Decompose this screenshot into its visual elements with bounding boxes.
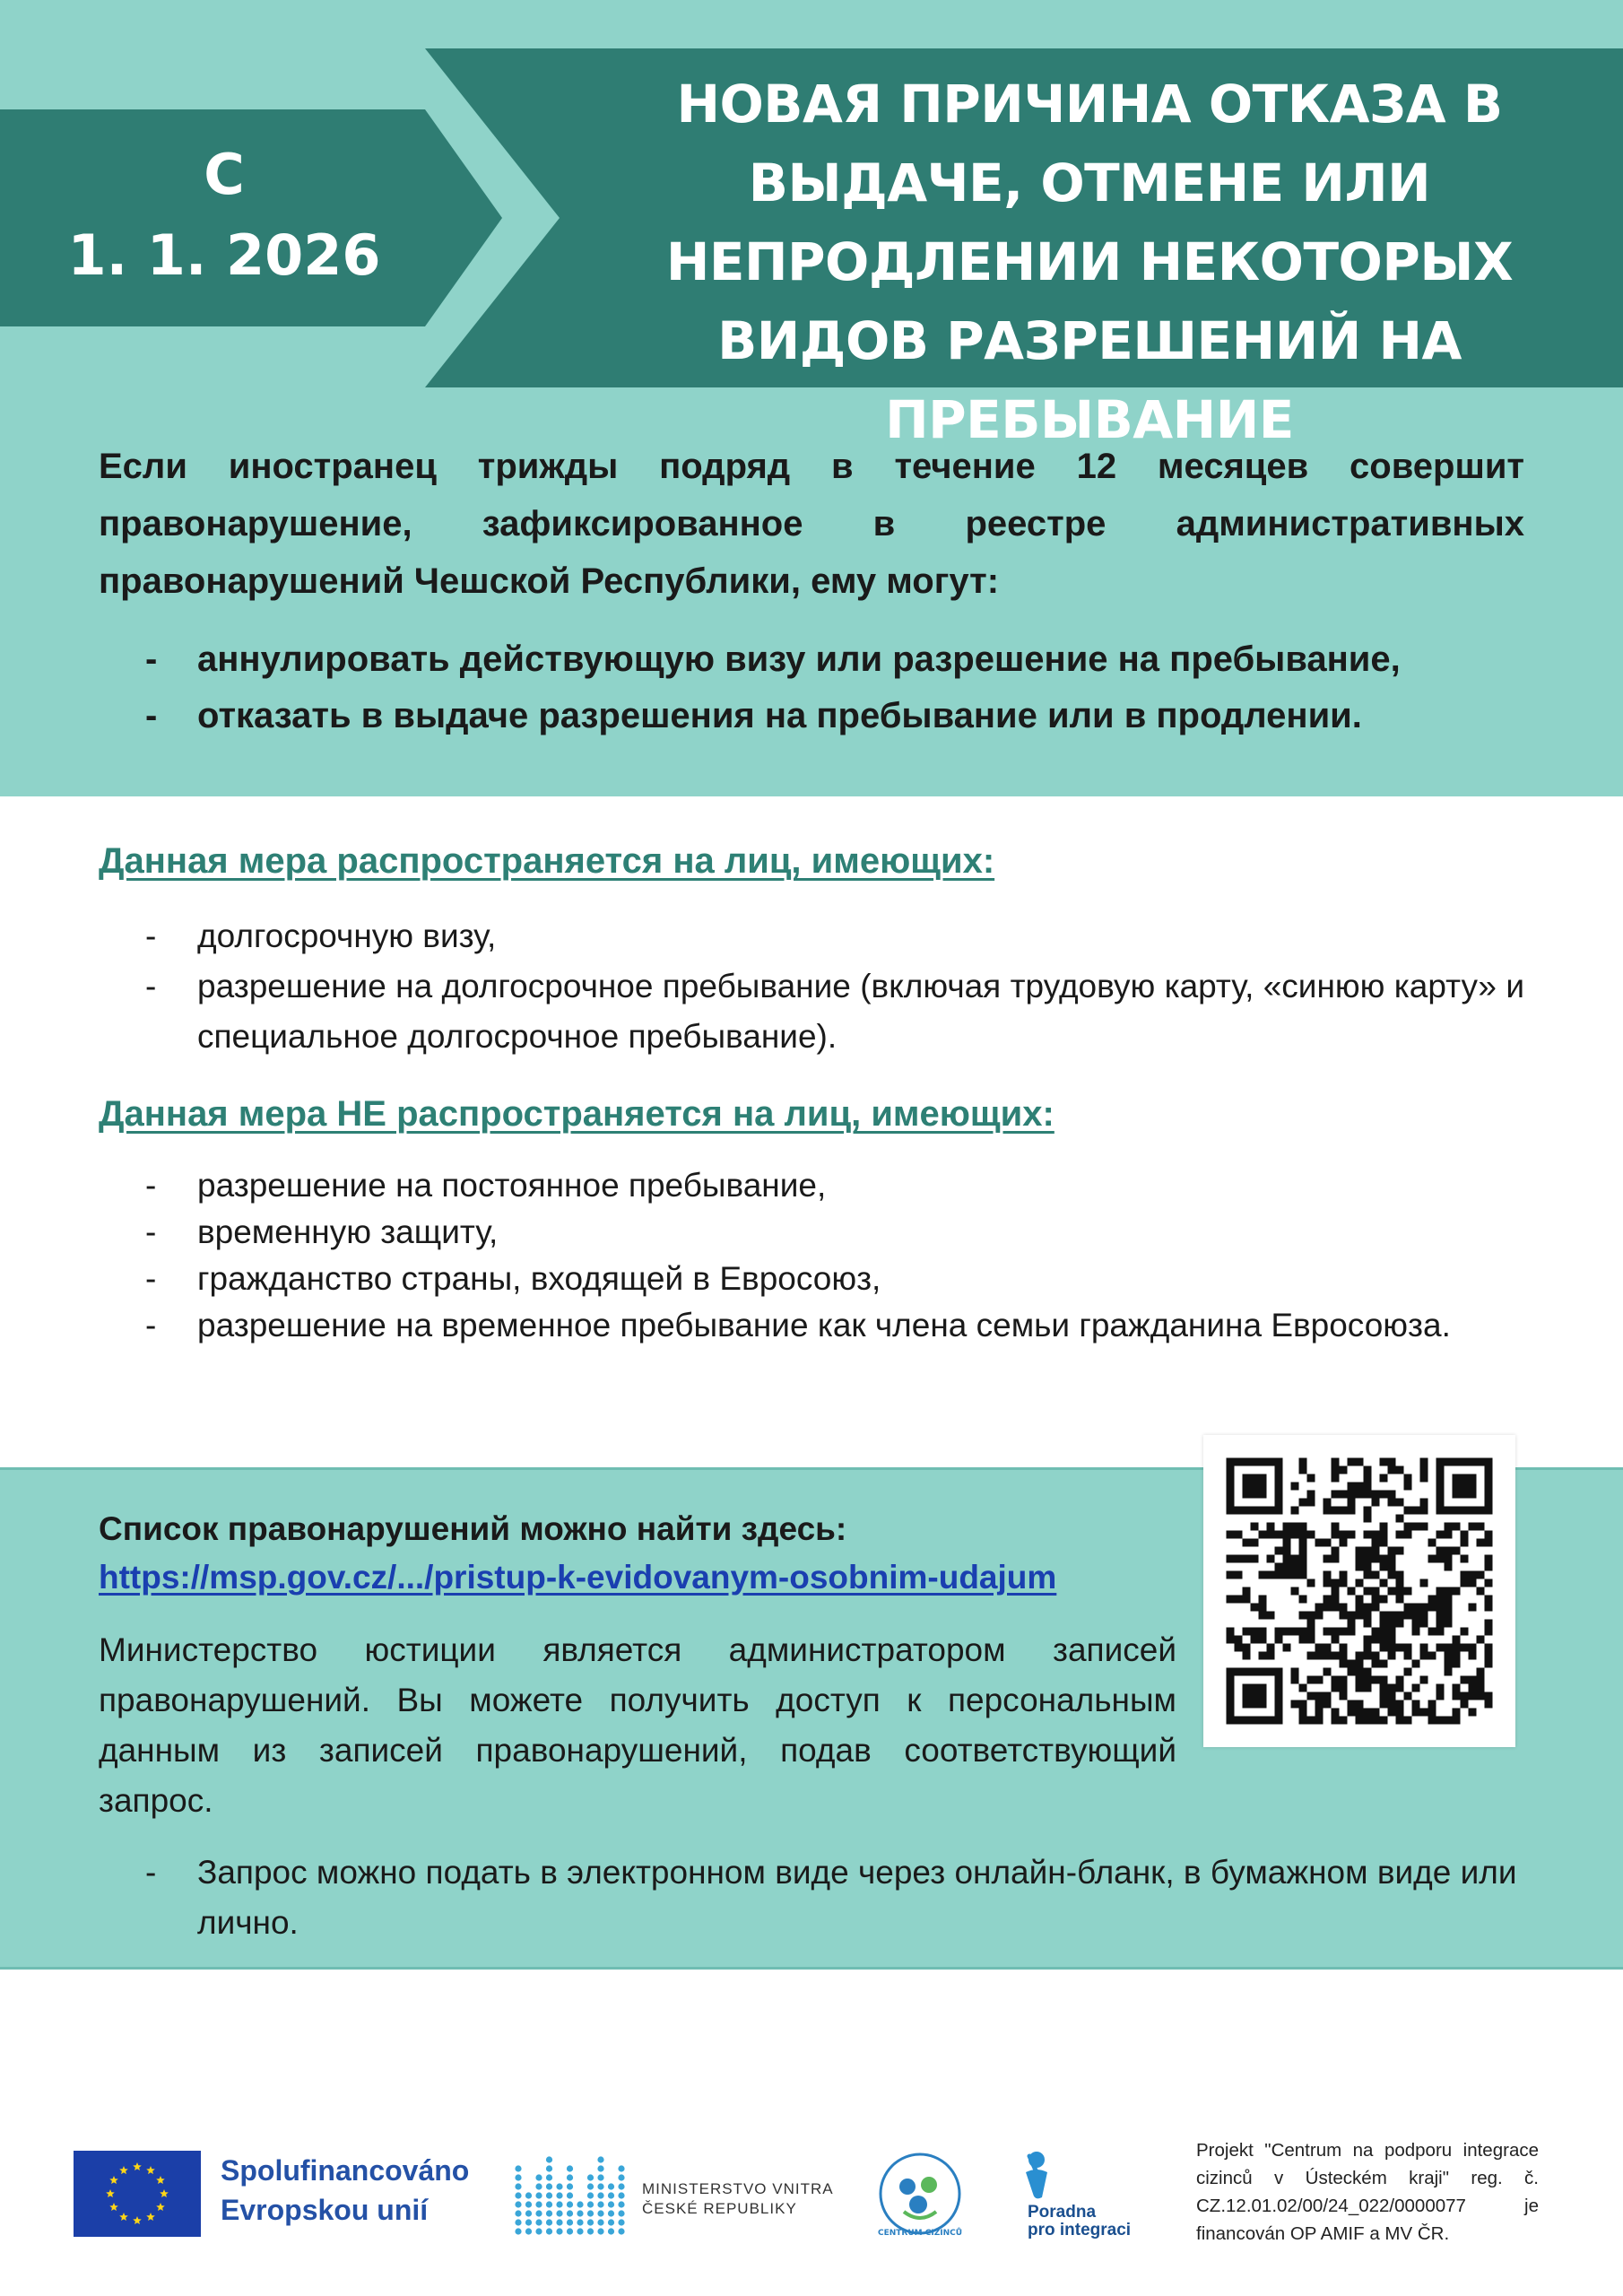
list-item: - временную защиту, — [145, 1213, 499, 1250]
centrum-cizincu-label: CENTRUM CIZINCŮ — [877, 2229, 963, 2238]
list-item: - разрешение на долгосрочное пребывание (включая трудовую карту, «синюю карту» и специальное долгосрочное пребывание). — [145, 968, 1524, 1055]
poradna-line1: Poradna — [1028, 2203, 1097, 2222]
not-applies-heading: Данная мера НЕ распространяется на лиц, имеющих: — [99, 1094, 1055, 1134]
eu-flag-icon — [74, 2151, 201, 2237]
request-list — [99, 1848, 1551, 1948]
consequences-list — [99, 631, 1551, 744]
list-item: - долгосрочную визу, — [145, 918, 497, 954]
project-funding-note: Projekt "Centrum na podporu integrace cizinců v Ústeckém kraji" reg. č. CZ.12.01.02/00/24_022/0000077 je financován OP AMIF a MV ČR. — [1196, 2140, 1539, 2244]
qr-code[interactable] — [1203, 1435, 1515, 1747]
ministry-paragraph: Министерство юстиции является администратором записей правонарушений. Вы можете получить доступ к персональным данным из записей правонарушений, подав соответствующий запрос. — [99, 1631, 1176, 1819]
applies-heading: Данная мера распространяется на лиц, имеющих: — [99, 841, 995, 881]
date-prefix: С — [204, 142, 245, 207]
ministry-interior-text: MINISTERSTVO VNITRA ČESKÉ REPUBLIKY — [642, 2180, 834, 2217]
list-item: - разрешение на временное пребывание как члена семьи гражданина Евросоюза. — [145, 1307, 1451, 1344]
intro-paragraph: Если иностранец трижды подряд в течение 12 месяцев совершит правонарушение, зафиксированное в реестре административных правонарушений Чешской Республики, ему могут: — [99, 447, 1524, 601]
poradna-pro-integraci-logo-icon — [1013, 2147, 1148, 2240]
eu-cofinancing-text: Spolufinancováno Evropskou unií — [221, 2154, 470, 2226]
offences-list-link[interactable]: https://msp.gov.cz/.../pristup-k-evidovanym-osobnim-udajum — [99, 1559, 1057, 1596]
effective-date — [0, 135, 448, 296]
list-item: - Запрос можно подать в электронном виде через онлайн-бланк, в бумажном виде или лично. — [145, 1854, 1517, 1941]
centrum-cizincu-logo-icon — [877, 2149, 963, 2239]
list-item: - аннулировать действующую визу или разрешение на пребывание, — [145, 639, 1401, 679]
page-title: НОВАЯ ПРИЧИНА ОТКАЗА В ВЫДАЧЕ, ОТМЕНЕ ИЛИ НЕПРОДЛЕНИИ НЕКОТОРЫХ ВИДОВ РАЗРЕШЕНИЙ НА ПРЕБЫВАНИЕ — [665, 74, 1514, 450]
qr-code-icon — [1203, 1435, 1515, 1747]
poradna-line2: pro integraci — [1028, 2221, 1132, 2239]
not-applies-list — [99, 1162, 1551, 1349]
applies-list — [99, 911, 1524, 1062]
date-value: 1. 1. 2026 — [67, 222, 381, 288]
offences-list-title: Список правонарушений можно найти здесь: — [99, 1510, 847, 1547]
list-item: - гражданство страны, входящей в Евросоюз, — [145, 1260, 881, 1297]
ministry-interior-logo-icon — [513, 2151, 629, 2237]
list-item: - разрешение на постоянное пребывание, — [145, 1167, 827, 1204]
list-item: - отказать в выдаче разрешения на пребывание или в продлении. — [145, 696, 1362, 735]
